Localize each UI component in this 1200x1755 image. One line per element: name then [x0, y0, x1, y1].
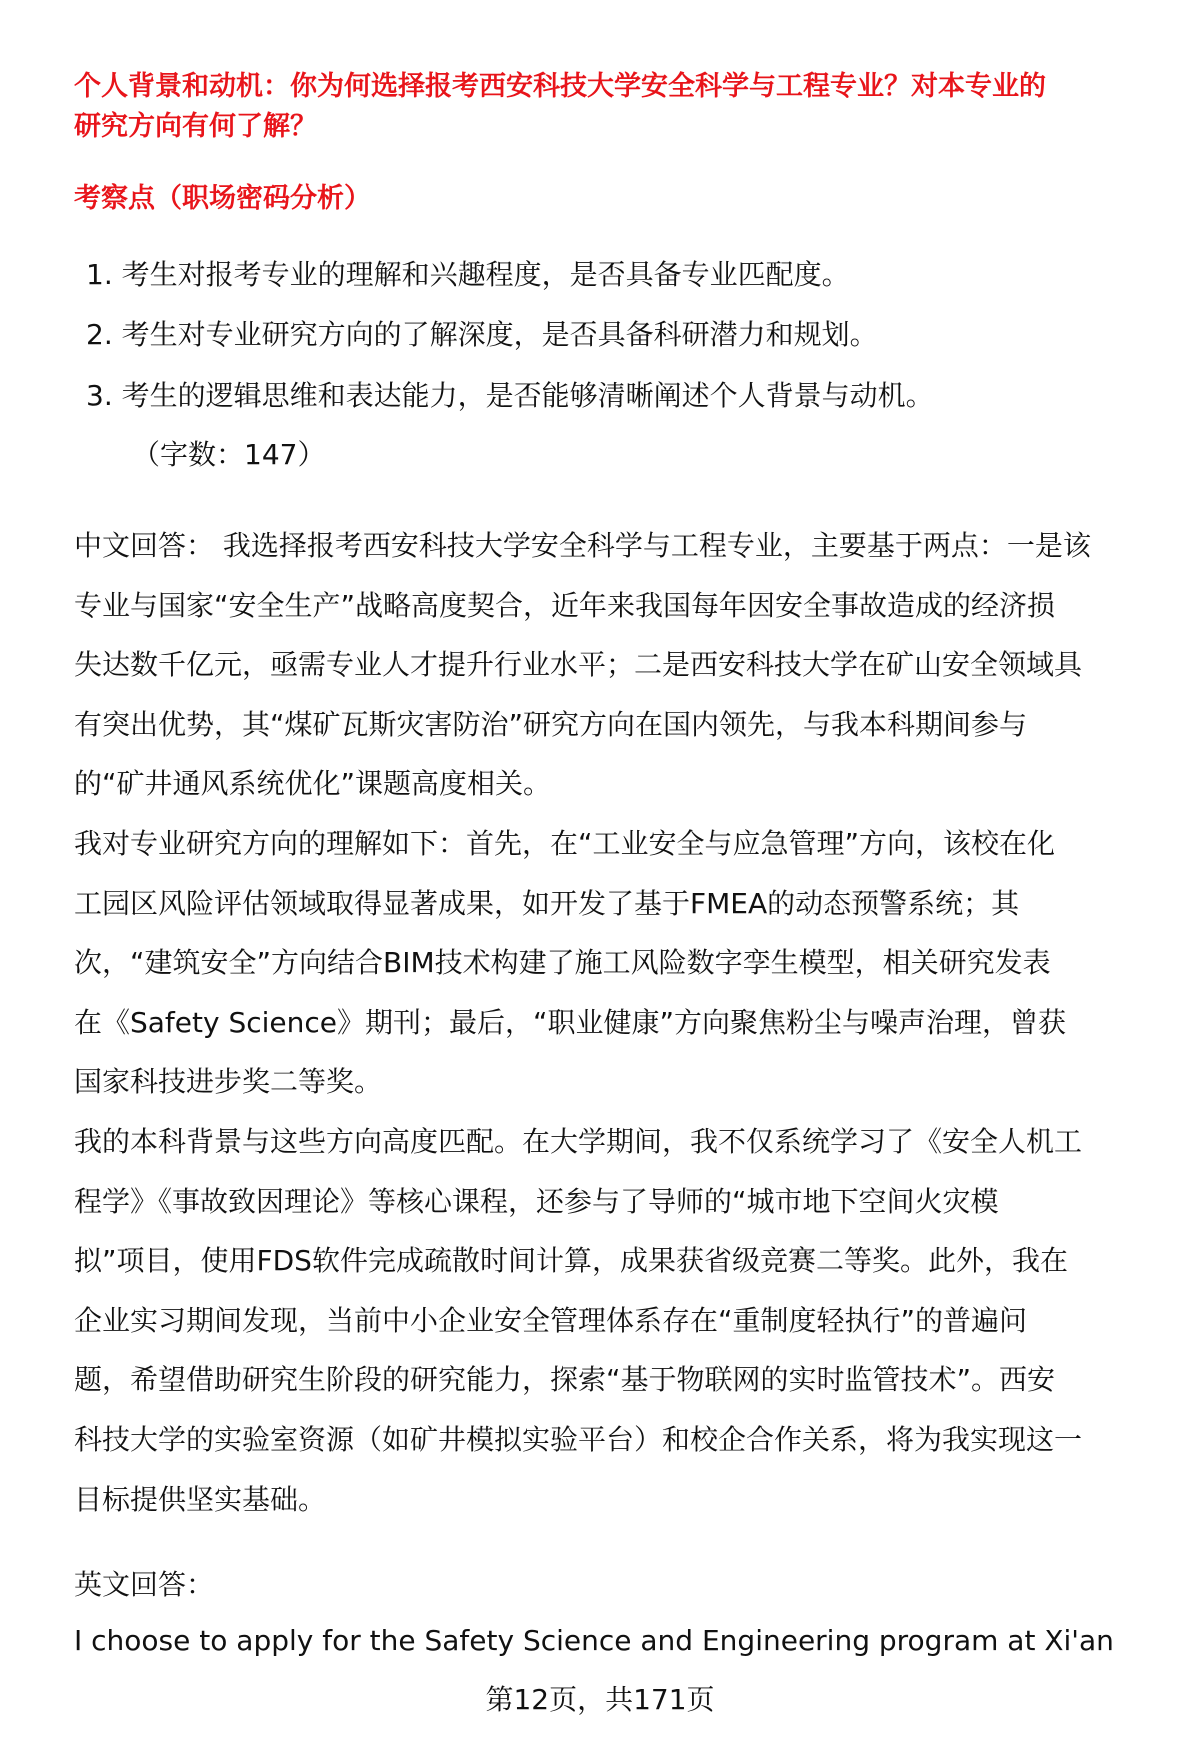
answer-line: 有突出优势，其“煤矿瓦斯灾害防治”研究方向在国内领先，与我本科期间参与 [74, 707, 1028, 741]
answer-line: 拟”项目，使用FDS软件完成疏散时间计算，成果获省级竞赛二等奖。此外，我在 [74, 1244, 1068, 1278]
answer-line: 程学》《事故致因理论》等核心课程，还参与了导师的“城市地下空间火灾模 [74, 1184, 999, 1218]
english-answer-label: 英文回答： [74, 1568, 215, 1601]
page-footer: 第12页，共171页 [485, 1683, 715, 1716]
answer-line: 次，“建筑安全”方向结合BIM技术构建了施工风险数字孪生模型，相关研究发表 [74, 946, 1051, 980]
answer-line: 中文回答： 我选择报考西安科技大学安全科学与工程专业，主要基于两点：一是该 [74, 529, 1091, 562]
answer-line: 我对专业研究方向的理解如下：首先，在“工业安全与应急管理”方向，该校在化 [74, 827, 1056, 860]
point-item: 2. 考生对专业研究方向的了解深度，是否具备科研潜力和规划。 [86, 318, 878, 351]
answer-line: 工园区风险评估领域取得显著成果，如开发了基于FMEA的动态预警系统；其 [74, 886, 1020, 920]
answer-line: 企业实习期间发现，当前中小企业安全管理体系存在“重制度轻执行”的普遍问 [74, 1303, 1028, 1337]
answer-line: 科技大学的实验室资源（如矿井模拟实验平台）和校企合作关系，将为我实现这一 [74, 1423, 1083, 1456]
answer-line: 目标提供坚实基础。 [74, 1482, 327, 1516]
answer-line: 我的本科背景与这些方向高度匹配。在大学期间，我不仅系统学习了《安全人机工 [74, 1125, 1083, 1158]
question-line-1: 个人背景和动机：你为何选择报考西安科技大学安全科学与工程专业？对本专业的 [74, 71, 1046, 102]
answer-line: 失达数千亿元，亟需专业人才提升行业水平；二是西安科技大学在矿山安全领域具 [74, 648, 1083, 682]
answer-line: 在《Safety Science》期刊；最后，“职业健康”方向聚焦粉尘与噪声治理，曾获 [74, 1005, 1067, 1039]
answer-line: 专业与国家“安全生产”战略高度契合，近年来我国每年因安全事故造成的经济损 [74, 588, 1056, 622]
points-title: 考察点（职场密码分析） [74, 183, 371, 214]
english-answer-line: I choose to apply for the Safety Science and Engineering program at Xi'an [74, 1624, 1114, 1657]
point-item: 3. 考生的逻辑思维和表达能力，是否能够清晰阐述个人背景与动机。 [86, 379, 934, 412]
answer-line: 国家科技进步奖二等奖。 [74, 1065, 383, 1099]
answer-line: 的“矿井通风系统优化”课题高度相关。 [74, 767, 552, 801]
question-line-2: 研究方向有何了解？ [74, 111, 317, 142]
word-count: （字数：147） [132, 438, 326, 471]
answer-line: 题，希望借助研究生阶段的研究能力，探索“基于物联网的实时监管技术”。西安 [74, 1363, 1056, 1397]
point-item: 1. 考生对报考专业的理解和兴趣程度，是否具备专业匹配度。 [86, 258, 850, 291]
